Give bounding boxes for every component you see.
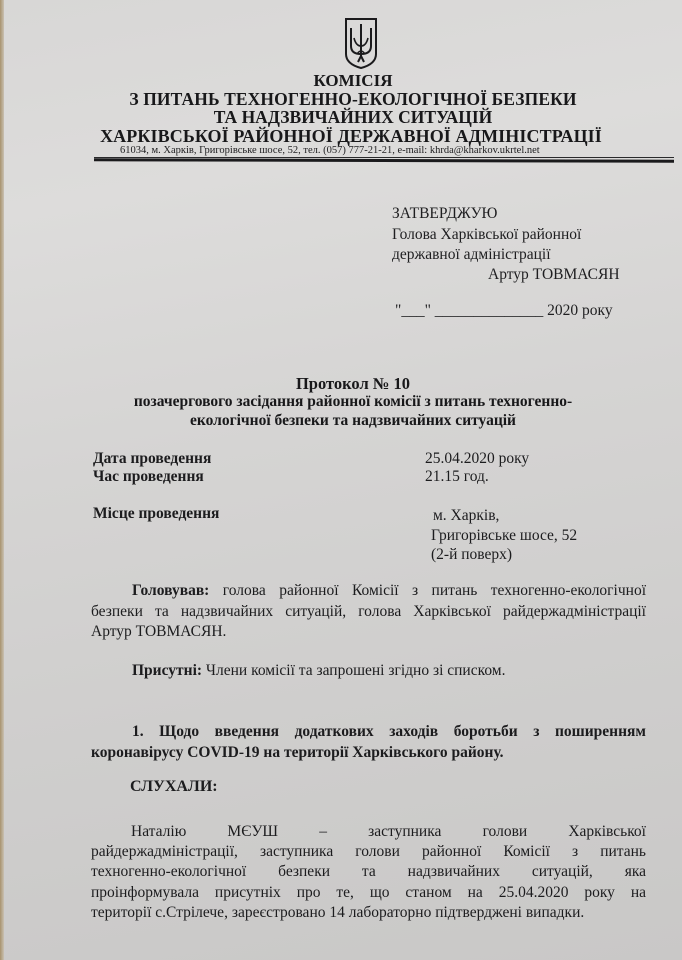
chaired-label: Головував:: [132, 582, 210, 599]
present-paragraph: [132, 661, 506, 682]
protocol-title: Протокол № 10: [295, 374, 411, 393]
protocol-subtitle-line-2: екологічної безпеки та надзвичайних ситуацій: [189, 412, 516, 429]
approval-date-line: "___" ______________ 2020 року: [395, 302, 613, 319]
heard-line-5: території с.Стрілече, зареєстровано 14 лабораторно підтверджені випадки.: [91, 903, 585, 921]
heard-line-2: райдержадміністрації, заступника голови районної Комісії з питань: [91, 843, 646, 861]
chaired-text-line-3: Артур ТОВМАСЯН.: [91, 623, 227, 640]
header-divider-thick: [94, 158, 674, 163]
org-title-line-2: З ПИТАНЬ ТЕХНОГЕННО-ЕКОЛОГІЧНОЇ БЕЗПЕКИ: [129, 89, 577, 109]
agenda-item-1-line-1: 1. Щодо введення додаткових заходів боротьби з поширенням: [132, 723, 646, 740]
chaired-text-line-1: голова районної Комісії з питань техногенно-екологічної: [222, 582, 646, 599]
heard-paragraph: [91, 822, 646, 923]
agenda-item-1-line-2: коронавірусу COVID-19 на території Харківського району.: [91, 744, 504, 761]
org-address: 61034, м. Харків, Григорівське шосе, 52, тел. (057) 777-21-21, e-mail: khrda@kharkov.ukrtel.net: [120, 145, 540, 156]
present-label: Присутні:: [132, 662, 203, 679]
protocol-subtitle-line-1: позачергового засідання районної комісії з питань техногенно-: [133, 393, 573, 410]
approval-position-line-2: державної адміністрації: [392, 246, 551, 263]
chaired-paragraph: [91, 581, 646, 643]
date-value: 25.04.2020 року: [425, 450, 530, 467]
heard-line-4: проінформувала присутніх про те, що станом на 25.04.2020 року на: [91, 883, 646, 901]
chaired-text-line-2: безпеки та надзвичайних ситуацій, голова Харківської райдержадміністрації: [91, 602, 646, 620]
approval-heading: ЗАТВЕРДЖУЮ: [392, 205, 498, 222]
approval-position-line-1: Голова Харківської районної: [392, 226, 582, 243]
time-label: Час проведення: [93, 468, 204, 485]
place-label: Місце проведення: [93, 505, 220, 522]
place-line-1: м. Харків,: [433, 507, 500, 524]
org-title-line-3: ТА НАДЗВИЧАЙНИХ СИТУАЦІЙ: [213, 107, 493, 127]
heard-label: СЛУХАЛИ:: [130, 778, 218, 795]
org-title-line-4: ХАРКІВСЬКОЇ РАЙОННОЇ ДЕРЖАВНОЇ АДМІНІСТРАЦІЇ: [100, 126, 602, 146]
time-value: 21.15 год.: [425, 468, 489, 485]
agenda-item-1: [91, 721, 646, 763]
heard-line-3: техногенно-екологічної безпеки та надзвичайних ситуацій, яка: [91, 863, 646, 881]
heard-line-1: Наталію МЄУШ – заступника голови Харківської: [131, 823, 646, 840]
approval-name: Артур ТОВМАСЯН: [488, 266, 620, 283]
page-edge: [0, 0, 4, 960]
place-line-3: (2-й поверх): [431, 546, 513, 563]
org-title-line-1: КОМІСІЯ: [313, 71, 393, 90]
trident-coat-of-arms-icon: [343, 16, 379, 70]
present-text: Члени комісії та запрошені згідно зі списком.: [205, 662, 506, 679]
place-line-2: Григорівське шосе, 52: [431, 527, 578, 544]
date-label: Дата проведення: [93, 450, 212, 467]
